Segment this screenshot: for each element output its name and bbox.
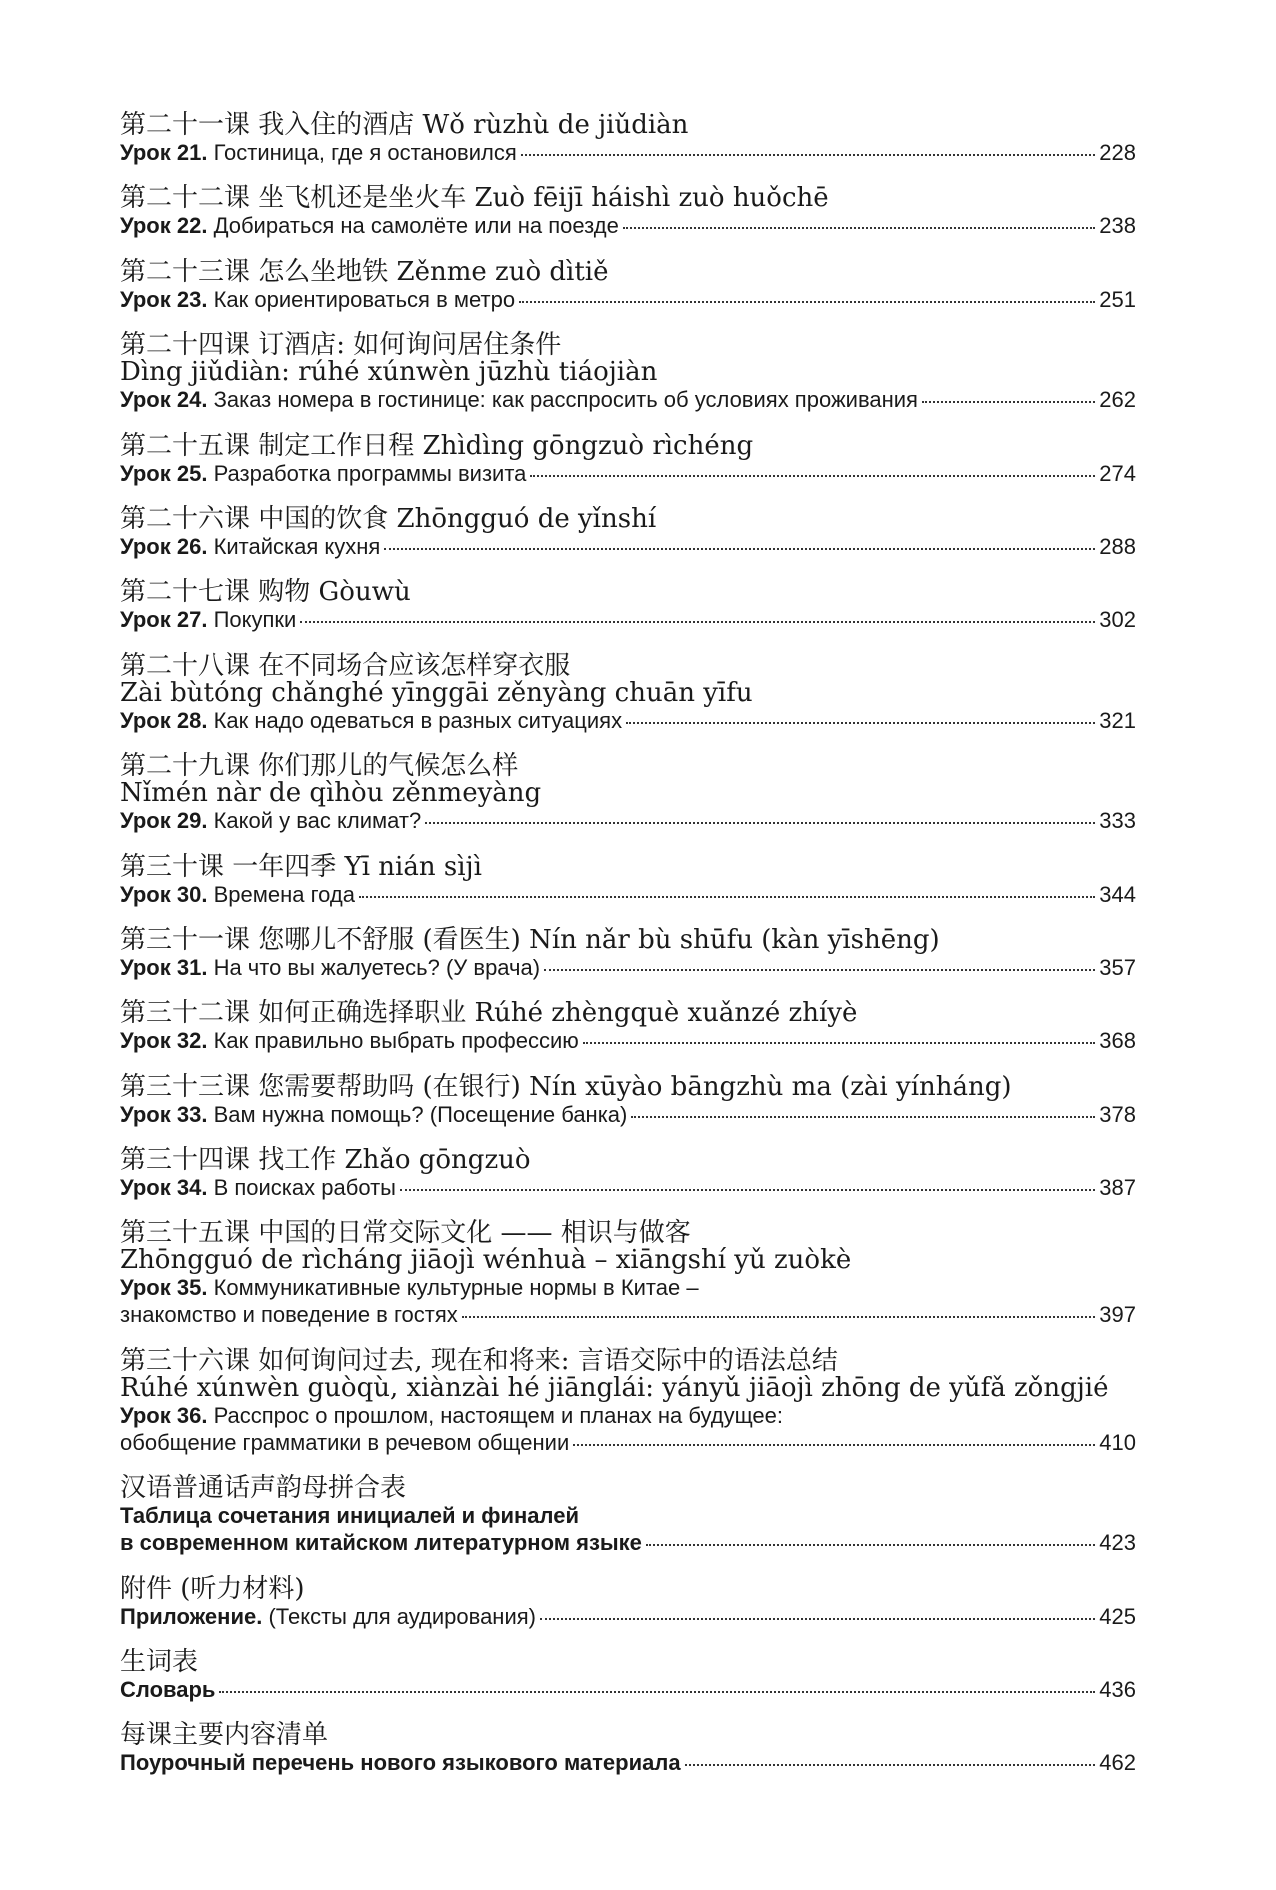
chinese-heading: Dìng jiǔdiàn: rúhé xúnwèn jūzhù tiáojiàn <box>120 357 658 388</box>
chinese-heading: 第二十七课 购物 Gòuwù <box>120 577 411 608</box>
page-number: 274 <box>1099 460 1136 486</box>
lesson-title: Покупки <box>213 607 297 633</box>
lesson-label: Урок 28. <box>120 707 208 733</box>
toc-entry[interactable] <box>120 430 1136 487</box>
chinese-heading: 汉语普通话声韵母拼合表 <box>120 1473 407 1504</box>
page-number: 410 <box>1099 1429 1136 1455</box>
lesson-title: Добираться на самолёте или на поезде <box>213 213 619 239</box>
chinese-heading: 第二十一课 我入住的酒店 Wǒ rùzhù de jiǔdiàn <box>120 110 689 140</box>
toc-line[interactable] <box>120 286 1136 313</box>
toc-line[interactable] <box>120 707 1136 734</box>
lesson-title: Расспрос о прошлом, настоящем и планах на будущее: <box>213 1402 784 1428</box>
toc-entry[interactable] <box>120 753 1136 834</box>
lesson-label: Урок 30. <box>120 881 208 907</box>
toc-line[interactable] <box>120 1603 1136 1630</box>
toc-entry[interactable] <box>120 112 1136 166</box>
lesson-title: Гостиница, где я остановился <box>213 140 517 165</box>
toc-entry[interactable] <box>120 256 1136 313</box>
lesson-label: Урок 31. <box>120 954 208 980</box>
dot-leader <box>519 301 1095 303</box>
toc-entry[interactable] <box>120 1722 1136 1776</box>
page-number: 462 <box>1099 1750 1136 1776</box>
toc-entry[interactable] <box>120 579 1136 633</box>
lesson-label: Урок 29. <box>120 808 208 834</box>
toc-entry[interactable] <box>120 851 1136 908</box>
toc-line[interactable] <box>120 881 1136 908</box>
toc-line[interactable] <box>120 139 1136 166</box>
lesson-title: (Тексты для аудирования) <box>268 1603 536 1629</box>
dot-leader <box>219 1691 1095 1693</box>
toc-entry[interactable] <box>120 1475 1136 1556</box>
chinese-heading: Rúhé xúnwèn guòqù, xiànzài hé jiānglái: yányǔ jiāojì zhōng de yǔfǎ zǒngjié <box>120 1372 1109 1403</box>
lesson-label: Урок 32. <box>120 1028 208 1054</box>
chinese-heading: 每课主要内容清单 <box>120 1720 329 1751</box>
page-number: 368 <box>1099 1028 1136 1054</box>
dot-leader <box>626 722 1095 724</box>
toc-entry[interactable] <box>120 185 1136 239</box>
page-number: 387 <box>1099 1175 1136 1201</box>
toc-entry[interactable] <box>120 1220 1136 1328</box>
toc-line[interactable] <box>120 954 1136 981</box>
heading-bold-text: в современном китайском литературном языке <box>120 1530 642 1556</box>
chinese-heading: 生词表 <box>120 1647 199 1678</box>
dot-leader <box>530 475 1095 477</box>
toc-line[interactable] <box>120 1529 1136 1556</box>
heading-bold-text: Таблица сочетания инициалей и финалей <box>120 1503 579 1529</box>
chinese-heading: 第三十五课 中国的日常交际文化 —— 相识与做客 <box>120 1218 691 1249</box>
chinese-heading: 第二十四课 订酒店: 如何询问居住条件 <box>120 330 562 361</box>
lesson-label: Урок 27. <box>120 607 208 633</box>
toc-page <box>120 112 1136 1796</box>
russian-heading-line <box>120 1502 1136 1529</box>
chinese-heading: 第三十二课 如何正确选择职业 Rúhé zhèngquè xuǎnzé zhíyè <box>120 998 858 1029</box>
lesson-label: Урок 35. <box>120 1275 208 1301</box>
chinese-heading: 第三十四课 找工作 Zhǎo gōngzuò <box>120 1145 531 1176</box>
dot-leader <box>384 548 1095 550</box>
chinese-heading: 第二十六课 中国的饮食 Zhōngguó de yǐnshí <box>120 503 657 534</box>
toc-line[interactable] <box>120 1749 1136 1776</box>
page-number: 425 <box>1099 1603 1136 1629</box>
page-number: 333 <box>1099 808 1136 834</box>
page-number: 262 <box>1099 387 1136 413</box>
lesson-title: Как надо одеваться в разных ситуациях <box>213 707 623 733</box>
dot-leader <box>573 1444 1095 1446</box>
page-number: 288 <box>1099 533 1136 559</box>
toc-line[interactable] <box>120 1429 1136 1456</box>
toc-entry[interactable] <box>120 1649 1136 1703</box>
toc-line[interactable] <box>120 1676 1136 1703</box>
dot-leader <box>540 1618 1095 1620</box>
page-number: 302 <box>1099 607 1136 633</box>
lesson-label: Приложение. <box>120 1603 263 1629</box>
page-number: 321 <box>1099 707 1136 733</box>
heading-bold-text: Поурочный перечень нового языкового материала <box>120 1750 681 1776</box>
toc-line[interactable] <box>120 1101 1136 1128</box>
page-number: 344 <box>1099 881 1136 907</box>
page-number: 357 <box>1099 954 1136 980</box>
dot-leader <box>544 969 1095 971</box>
page-number: 251 <box>1099 286 1136 312</box>
toc-line[interactable] <box>120 533 1136 560</box>
toc-line[interactable] <box>120 1301 1136 1328</box>
lesson-title: Как ориентироваться в метро <box>213 286 516 312</box>
chinese-heading: 第二十二课 坐飞机还是坐火车 Zuò fēijī háishì zuò huǒchē <box>120 183 829 214</box>
dot-leader <box>521 154 1096 156</box>
toc-line[interactable] <box>120 606 1136 633</box>
lesson-label: Урок 26. <box>120 533 208 559</box>
chinese-heading: 附件 (听力材料) <box>120 1573 305 1604</box>
lesson-title: знакомство и поведение в гостях <box>120 1302 458 1328</box>
chinese-heading: 第三十课 一年四季 Yī nián sìjì <box>120 851 482 882</box>
dot-leader <box>922 401 1095 403</box>
lesson-label: Урок 23. <box>120 286 208 312</box>
toc-entry[interactable] <box>120 650 1136 734</box>
page-number: 228 <box>1099 140 1136 165</box>
russian-heading-line <box>120 1274 1136 1301</box>
chinese-heading: 第二十三课 怎么坐地铁 Zěnme zuò dìtiě <box>120 256 609 287</box>
chinese-heading: 第二十八课 在不同场合应该怎样穿衣服 <box>120 650 571 681</box>
chinese-heading: 第三十一课 您哪儿不舒服 (看医生) Nín nǎr bù shūfu (kàn yīshēng) <box>120 924 940 955</box>
toc-entry[interactable] <box>120 1071 1136 1128</box>
lesson-label: Урок 24. <box>120 387 208 413</box>
dot-leader <box>425 822 1095 824</box>
toc-entry[interactable] <box>120 503 1136 560</box>
page-number: 378 <box>1099 1101 1136 1127</box>
lesson-title: Китайская кухня <box>213 533 381 559</box>
lesson-title: На что вы жалуетесь? (У врача) <box>213 954 541 980</box>
dot-leader <box>300 621 1095 623</box>
chinese-heading: 第二十五课 制定工作日程 Zhìdìng gōngzuò rìchéng <box>120 430 754 461</box>
toc-entry[interactable] <box>120 924 1136 981</box>
chinese-heading: Zài bùtóng chǎnghé yīnggāi zěnyàng chuān yīfu <box>120 677 753 708</box>
dot-leader <box>646 1544 1095 1546</box>
toc-entry[interactable] <box>120 1573 1136 1630</box>
toc-line[interactable] <box>120 386 1136 413</box>
heading-bold-text: Словарь <box>120 1677 216 1703</box>
page-number: 436 <box>1099 1677 1136 1703</box>
lesson-label: Урок 34. <box>120 1175 208 1201</box>
lesson-title: Какой у вас климат? <box>213 808 422 834</box>
lesson-title: Вам нужна помощь? (Посещение банка) <box>213 1101 628 1127</box>
lesson-title: В поисках работы <box>213 1175 396 1201</box>
lesson-label: Урок 36. <box>120 1402 208 1428</box>
lesson-title: Времена года <box>213 881 355 907</box>
lesson-title: обобщение грамматики в речевом общении <box>120 1429 570 1455</box>
chinese-heading: 第三十六课 如何询问过去, 现在和将来: 言语交际中的语法总结 <box>120 1345 838 1376</box>
toc-entry[interactable] <box>120 1345 1136 1456</box>
toc-line[interactable] <box>120 212 1136 239</box>
dot-leader <box>400 1189 1095 1191</box>
chinese-heading: 第三十三课 您需要帮助吗 (在银行) Nín xūyào bāngzhù ma (zài yínháng) <box>120 1071 1012 1102</box>
chinese-heading: Nǐmén nàr de qìhòu zěnmeyàng <box>120 778 542 809</box>
lesson-label: Урок 21. <box>120 140 208 165</box>
dot-leader <box>462 1316 1096 1318</box>
lesson-label: Урок 33. <box>120 1101 208 1127</box>
lesson-label: Урок 22. <box>120 213 208 239</box>
dot-leader <box>359 896 1095 898</box>
toc-line[interactable] <box>120 807 1136 834</box>
page-number: 423 <box>1099 1530 1136 1556</box>
dot-leader <box>685 1764 1096 1766</box>
toc-line[interactable] <box>120 460 1136 487</box>
dot-leader <box>623 227 1095 229</box>
chinese-heading: 第二十九课 你们那儿的气候怎么样 <box>120 751 519 782</box>
lesson-title: Разработка программы визита <box>213 460 527 486</box>
lesson-title: Заказ номера в гостинице: как расспросить об условиях проживания <box>213 387 918 413</box>
page-number: 238 <box>1099 213 1136 239</box>
toc-entry[interactable] <box>120 332 1136 413</box>
page-number: 397 <box>1099 1302 1136 1328</box>
toc-entry[interactable] <box>120 1000 1136 1054</box>
lesson-title: Коммуникативные культурные нормы в Китае – <box>213 1275 699 1301</box>
toc-entry[interactable] <box>120 1147 1136 1201</box>
dot-leader <box>583 1042 1096 1044</box>
chinese-heading: Zhōngguó de rìcháng jiāojì wénhuà – xiāngshí yǔ zuòkè <box>120 1245 852 1276</box>
dot-leader <box>631 1116 1095 1118</box>
lesson-label: Урок 25. <box>120 460 208 486</box>
toc-line[interactable] <box>120 1027 1136 1054</box>
lesson-title: Как правильно выбрать профессию <box>213 1028 579 1054</box>
toc-line[interactable] <box>120 1174 1136 1201</box>
russian-heading-line <box>120 1402 1136 1429</box>
